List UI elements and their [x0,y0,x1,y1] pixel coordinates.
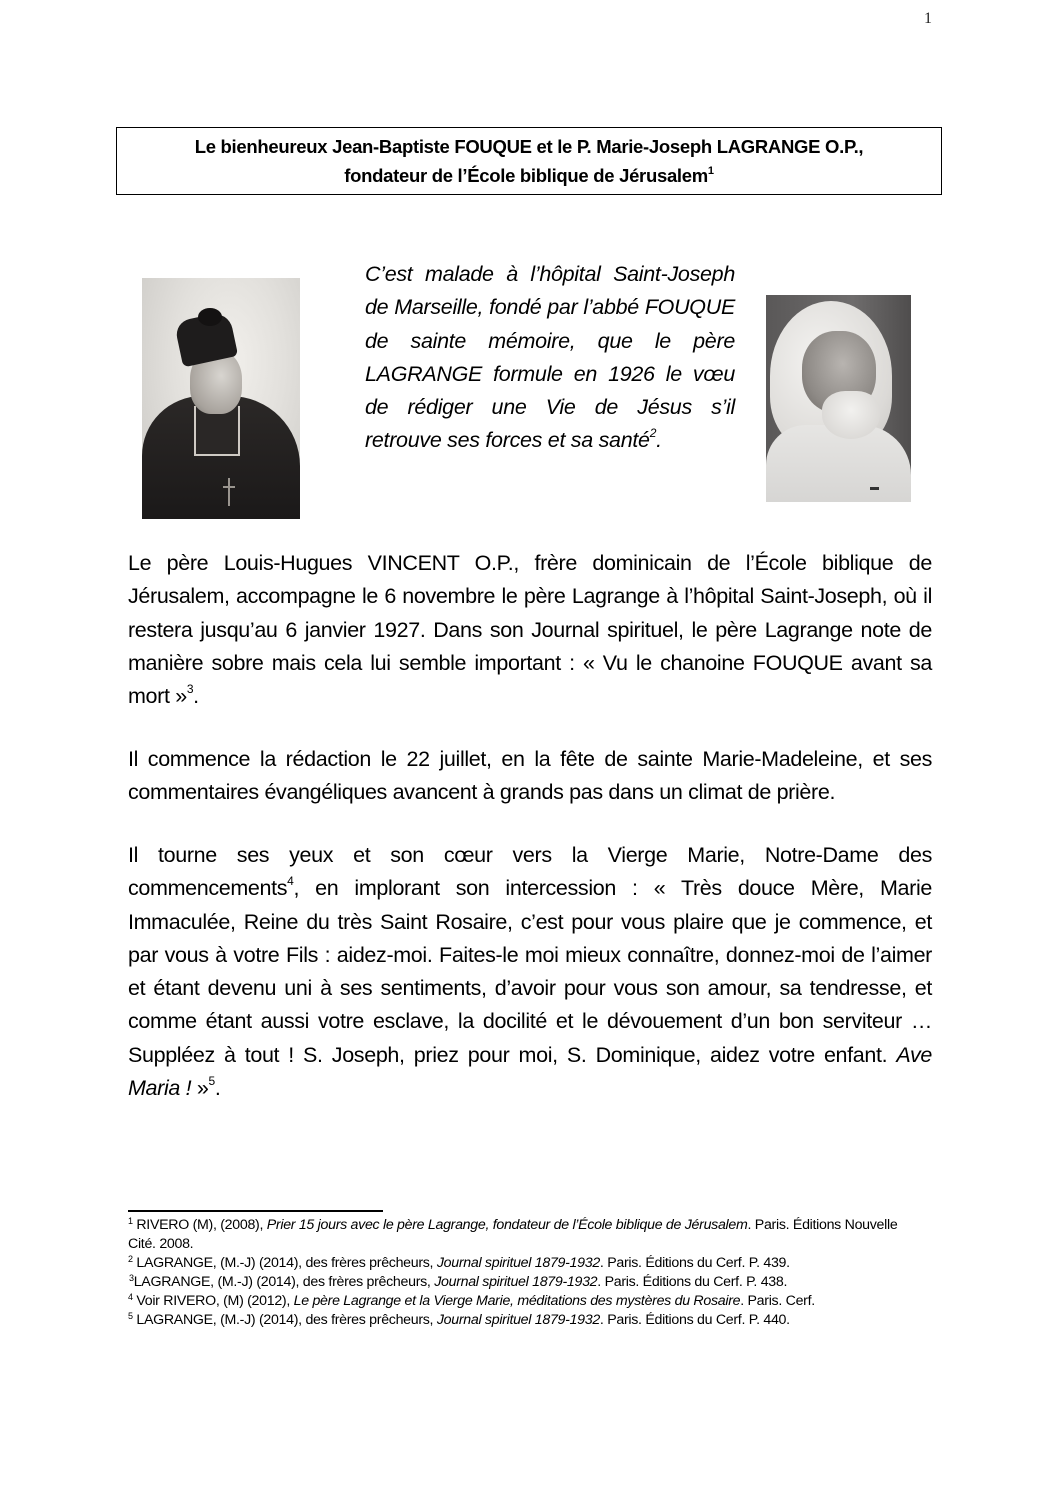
paragraph-3-italic: Ave Maria ! [128,1042,932,1101]
document-title [116,127,942,195]
footnote-number: 2 [128,1254,133,1264]
footnote-pre: LAGRANGE, (M.-J) (2014), des frères prêcheurs, [132,1255,437,1271]
paragraph-1 [128,547,932,713]
portrait-pin [870,487,879,490]
paragraph-2: Il commence la rédaction le 22 juillet, en la fête de sainte Marie-Madeleine, et ses commentaires évangéliques avancent à grands pas dans un climat de prière. [128,747,932,805]
footnote-title: Journal spirituel 1879-1932 [434,1274,598,1290]
title-line-2-text: fondateur de l’École biblique de Jérusalem [344,165,708,186]
footnote-5 [128,1311,918,1330]
footnote-post: . Paris. Éditions du Cerf. P. 440. [599,1312,790,1328]
paragraph-1-text: Le père Louis-Hugues VINCENT O.P., frère dominicain de l’École biblique de Jérusalem, accompagne le 6 novembre le père Lagrange à l’hôpital Saint-Joseph, où il restera jusqu’au 6 janvier 1927. Dans son Journal spirituel, le père Lagrange note de manière sobre mais cela lui semble important : « Vu le chanoine FOUQUE avant sa mort » [128,551,932,709]
intro-quote-text: C’est malade à l’hôpital Saint-Joseph de Marseille, fondé par l’abbé FOUQUE de sainte mémoire, que le père LAGRANGE formule en 1926 le vœu de rédiger une Vie de Jésus s’il retrouve ses forces et sa santé [365,262,735,453]
footnote-ref-5[interactable]: 5 [208,1074,215,1089]
footnote-post: . Paris. Éditions du Cerf. P. 439. [599,1255,790,1271]
title-line-2 [117,161,941,190]
footnote-title: Journal spirituel 1879-1932 [436,1255,600,1271]
footnote-number: 4 [128,1292,133,1302]
footnote-pre: Voir RIVERO, (M) (2012), [132,1293,294,1309]
pectoral-cross-icon [228,478,230,506]
footnote-title: Journal spirituel 1879-1932 [436,1312,600,1328]
footnote-separator [128,1210,383,1212]
footnote-post: . Paris. Éditions du Cerf. P. 438. [597,1274,788,1290]
footnotes [128,1216,918,1330]
footnote-pre: RIVERO (M), (2008), [132,1217,267,1233]
footnote-title: Le père Lagrange et la Vierge Marie, méditations des mystères du Rosaire [293,1293,741,1309]
paragraph-1-end: . [193,684,199,709]
footnote-ref-3[interactable]: 3 [186,682,194,697]
paragraph-3-text-a: Il tourne ses yeux et son cœur vers la Vierge Marie, Notre-Dame des commencements [128,843,932,901]
footnote-number: 5 [128,1311,133,1321]
footnote-1 [128,1216,918,1254]
paragraph-3-end: . [214,1076,221,1101]
portrait-beard [822,391,880,439]
title-line-1: Le bienheureux Jean-Baptiste FOUQUE et le P. Marie-Joseph LAGRANGE O.P., [194,136,864,157]
portrait-pompom [198,308,222,326]
footnote-3 [128,1273,918,1292]
footnote-number: 3 [129,1273,134,1283]
portrait-lagrange-image [766,295,911,502]
intro-quote-end: . [656,428,662,453]
footnote-2 [128,1254,918,1273]
paragraph-3 [128,839,932,1105]
footnote-title: Prier 15 jours avec le père Lagrange, fondateur de l’École biblique de Jérusalem [266,1217,748,1233]
footnote-pre: LAGRANGE, (M.-J) (2014), des frères prêcheurs, [132,1312,437,1328]
footnote-ref-1[interactable]: 1 [707,165,714,177]
footnote-pre: LAGRANGE, (M.-J) (2014), des frères prêcheurs, [133,1274,435,1290]
paragraph-3-text-b: , en implorant son intercession : « Très douce Mère, Marie Immaculée, Reine du très Saint Rosaire, c’est pour vous plaire que je commence, et par vous à votre Fils : aidez-moi. Faites-le moi mieux connaître, donnez-moi de l’aimer et étant devenu uni à ses sentiments, d’avoir pour vous son amour, sa tendresse, et comme étant aussi votre esclave, la docilité et le dévouement d’un bon serviteur … Suppléez à tout ! S. Joseph, priez pour moi, S. Dominique, aidez votre enfant. [128,876,932,1067]
intro-quote [365,258,735,458]
paragraph-3-text-c: » [191,1076,209,1101]
footnote-ref-4[interactable]: 4 [287,874,294,889]
footnote-post: . Paris. Cerf. [740,1293,815,1309]
footnote-ref-2[interactable]: 2 [649,426,657,441]
page-number: 1 [924,10,932,27]
portrait-fouque-image [142,278,300,519]
footnote-number: 1 [128,1216,133,1226]
footnote-post: . Paris. Éditions Nouvelle Cité. 2008. [128,1217,898,1252]
footnote-4 [128,1292,918,1311]
